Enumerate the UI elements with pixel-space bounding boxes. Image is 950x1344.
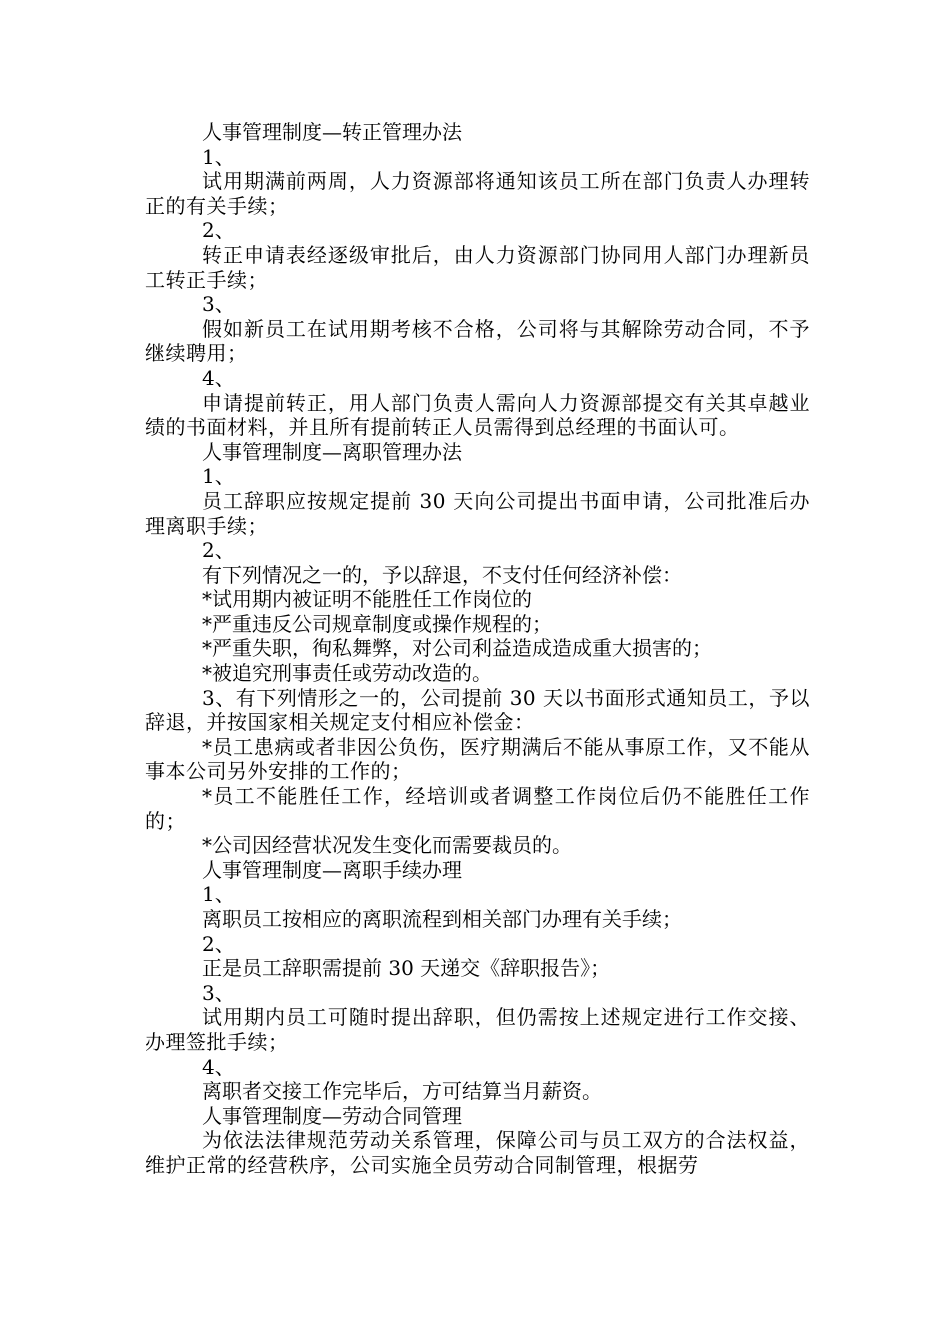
paragraph: 试用期满前两周，人力资源部将通知该员工所在部门负责人办理转正的有关手续； — [145, 169, 810, 218]
paragraph: 离职员工按相应的离职流程到相关部门办理有关手续； — [202, 907, 682, 931]
paragraph: 假如新员工在试用期考核不合格，公司将与其解除劳动合同，不予继续聘用； — [145, 316, 810, 366]
bullet-item: *员工患病或者非因公负伤，医疗期满后不能从事原工作，又不能从事本公司另外安排的工作的； — [145, 734, 810, 784]
paragraph: 转正申请表经逐级审批后，由人力资源部门协同用人部门办理新员工转正手续； — [145, 242, 810, 292]
bullet-item: *严重失职，徇私舞弊，对公司利益造成造成重大损害的； — [202, 636, 712, 661]
bullet-item: *试用期内被证明不能胜任工作岗位的 — [202, 587, 532, 612]
item-number: 1、 — [202, 144, 235, 169]
bullet-item: *公司因经营状况发生变化而需要裁员的。 — [202, 833, 572, 858]
paragraph: 3、有下列情形之一的，公司提前 30 天以书面形式通知员工，予以辞退，并按国家相关规定支付相应补偿金： — [145, 685, 810, 735]
item-number: 2、 — [202, 218, 235, 243]
bullet-item: *严重违反公司规章制度或操作规程的； — [202, 611, 552, 636]
paragraph: 试用期内员工可随时提出辞职，但仍需按上述规定进行工作交接、办理签批手续； — [145, 1005, 810, 1054]
document-body — [145, 120, 810, 1178]
item-number: 2、 — [202, 931, 235, 956]
paragraph: 离职者交接工作完毕后，方可结算当月薪资。 — [202, 1079, 602, 1104]
section-heading: 人事管理制度—劳动合同管理 — [202, 1103, 462, 1128]
item-number: 4、 — [202, 1054, 235, 1079]
section-heading: 人事管理制度—转正管理办法 — [202, 120, 462, 144]
item-number: 3、 — [202, 292, 235, 317]
item-number: 1、 — [202, 464, 235, 489]
section-heading: 人事管理制度—离职手续办理 — [202, 857, 462, 882]
paragraph: 为依法法律规范劳动关系管理，保障公司与员工双方的合法权益，维护正常的经营秩序，公司实施全员劳动合同制管理，根据劳 — [145, 1128, 810, 1177]
paragraph: 申请提前转正，用人部门负责人需向人力资源部提交有关其卓越业绩的书面材料，并且所有提前转正人员需得到总经理的书面认可。 — [145, 390, 810, 440]
paragraph: 员工辞职应按规定提前 30 天向公司提出书面申请，公司批准后办理离职手续； — [145, 488, 810, 538]
item-number: 4、 — [202, 365, 235, 390]
bullet-item: *员工不能胜任工作，经培训或者调整工作岗位后仍不能胜任工作的； — [145, 784, 810, 833]
paragraph: 有下列情况之一的，予以辞退，不支付任何经济补偿： — [202, 562, 682, 587]
item-number: 3、 — [202, 980, 235, 1005]
bullet-item: *被追究刑事责任或劳动改造的。 — [202, 661, 492, 686]
item-number: 1、 — [202, 882, 235, 907]
item-number: 2、 — [202, 538, 235, 563]
paragraph: 正是员工辞职需提前 30 天递交《辞职报告》； — [202, 956, 611, 981]
section-heading: 人事管理制度—离职管理办法 — [202, 439, 462, 464]
